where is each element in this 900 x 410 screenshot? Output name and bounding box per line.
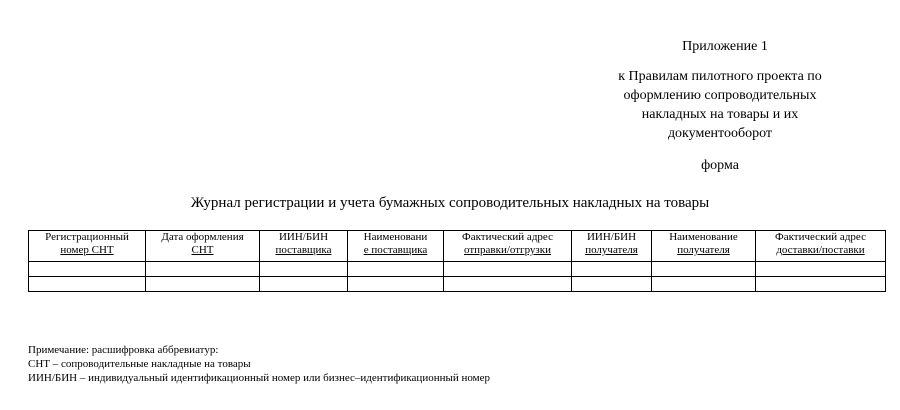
form-label: форма: [701, 158, 739, 173]
column-header-line2: получателя: [677, 244, 730, 256]
column-header-line2: отправки/отгрузки: [463, 244, 552, 256]
column-header-issue-date: [146, 231, 260, 262]
appendix-title: Приложение 1: [682, 39, 768, 54]
column-header-line2: номер СНТ: [60, 244, 114, 256]
column-header-line1: Наименовани: [363, 231, 428, 243]
column-header-supplier-name: [348, 231, 444, 262]
table-cell: [756, 277, 886, 292]
table-cell: [444, 262, 572, 277]
column-header-line2: поставщика: [275, 244, 332, 256]
column-header-line2: СНТ: [191, 244, 214, 256]
column-header-line2: е поставщика: [363, 244, 428, 256]
table-header-row: [29, 231, 886, 262]
registry-table: [28, 230, 886, 292]
appendix-description: к Правилам пилотного проекта по оформлению сопроводительных накладных на товары и их документооборот: [618, 69, 822, 141]
column-header-recipient-id: [572, 231, 652, 262]
journal-title: Журнал регистрации и учета бумажных сопроводительных накладных на товары: [190, 195, 710, 211]
column-header-line1: Наименование: [669, 231, 738, 243]
column-header-recipient-name: [652, 231, 756, 262]
note-item-snt: СНТ – сопроводительные накладные на товары: [28, 358, 251, 370]
column-header-line1: Дата оформления: [161, 231, 244, 243]
table-cell: [652, 262, 756, 277]
table-cell: [29, 277, 146, 292]
table-cell: [348, 277, 444, 292]
column-header-line1: Фактический адрес: [462, 231, 553, 243]
column-header-supplier-id: [260, 231, 348, 262]
column-header-line1: Регистрационный: [45, 231, 129, 243]
column-header-delivery-address: [756, 231, 886, 262]
column-header-line1: ИИН/БИН: [586, 231, 637, 243]
table-cell: [348, 262, 444, 277]
column-header-line2: получателя: [585, 244, 638, 256]
column-header-registration-number: [29, 231, 146, 262]
table-cell: [146, 277, 260, 292]
note-item-iin-bin: ИИН/БИН – индивидуальный идентификационный номер или бизнес–идентификационный номер: [28, 372, 491, 384]
column-header-dispatch-address: [444, 231, 572, 262]
table-cell: [29, 262, 146, 277]
table-cell: [260, 277, 348, 292]
table-row: [29, 277, 886, 292]
table-row: [29, 262, 886, 277]
notes-block: [28, 343, 490, 385]
table-cell: [444, 277, 572, 292]
table-cell: [146, 262, 260, 277]
table-cell: [756, 262, 886, 277]
table-cell: [572, 262, 652, 277]
column-header-line1: Фактический адрес: [775, 231, 866, 243]
table-cell: [260, 262, 348, 277]
table-cell: [652, 277, 756, 292]
column-header-line1: ИИН/БИН: [278, 231, 329, 243]
notes-heading: Примечание: расшифровка аббревиатур:: [28, 344, 219, 356]
table-cell: [572, 277, 652, 292]
column-header-line2: доставки/поставки: [776, 244, 865, 256]
